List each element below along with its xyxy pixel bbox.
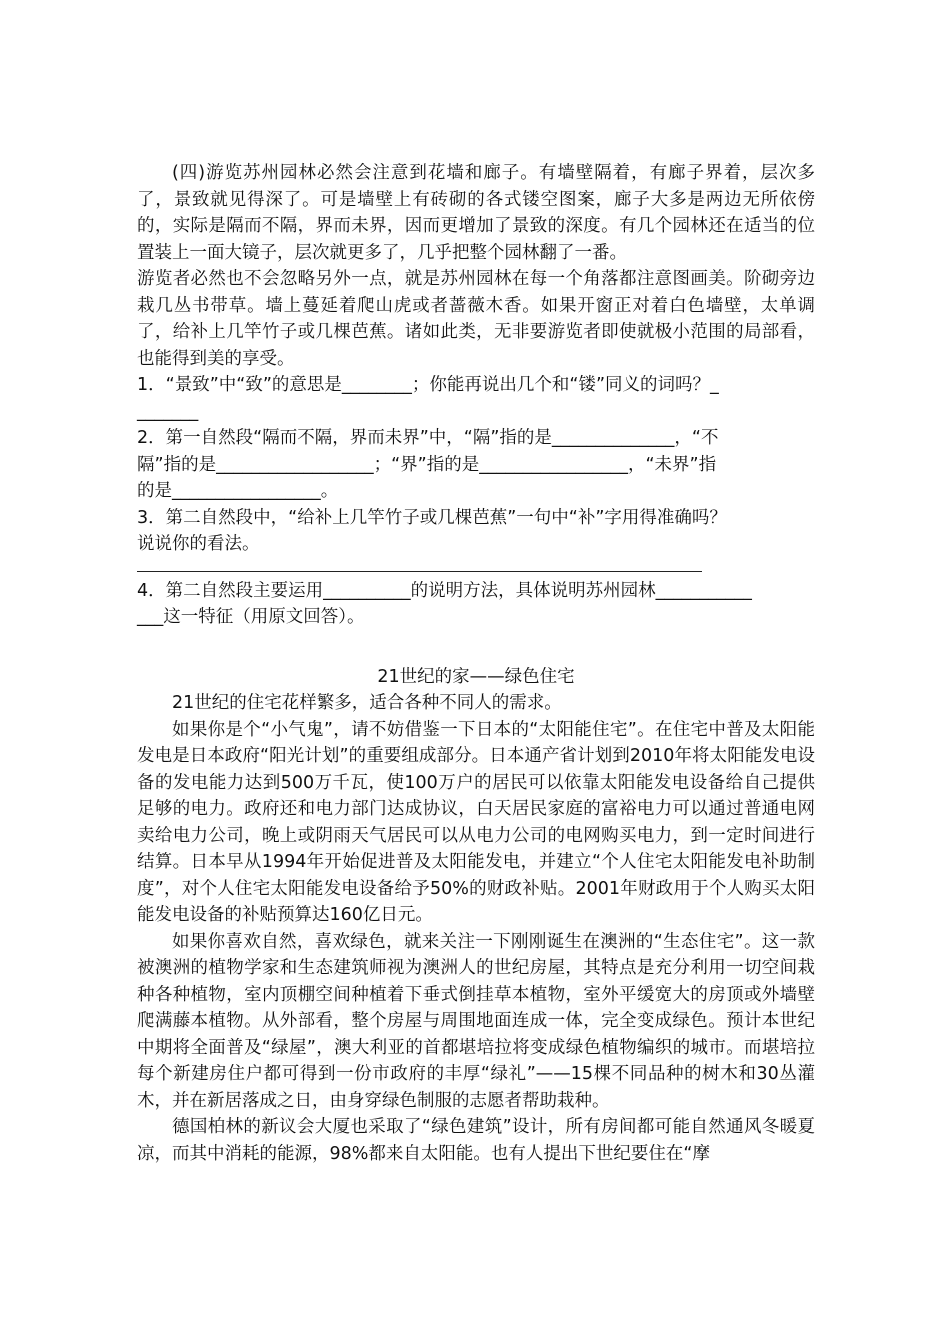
answer-line	[137, 558, 702, 572]
question-3-line-1: 3．第二自然段中，“给补上几竿竹子或几棵芭蕉”一句中“补”字用得准确吗？	[137, 507, 727, 528]
passage2-paragraph-3: 如果你喜欢自然，喜欢绿色，就来关注一下刚刚诞生在澳洲的“生态住宅”。这一款被澳洲的植物学家和生态建筑师视为澳洲人的世纪房屋，其特点是充分利用一切空间栽种各种植物，室内顶棚空间种植着下垂式倒挂草本植物，室外平缓宽大的房顶或外墙壁爬满藤本植物。从外部看，整个房屋与周围地面连成一体，完全变成绿色。预计本世纪中期将全面普及“绿屋”，澳大利亚的首都堪培拉将变成绿色植物编织的城市。而堪培拉每个新建房住户都可得到一份市政府的丰厚“绿礼”——15棵不同品种的树木和30丛灌木，并在新居落成之日，由身穿绿色制服的志愿者帮助栽种。	[137, 931, 815, 1111]
question-1-line-1: 1．“景致”中“致”的意思是________；你能再说出几个和“镂”同义的词吗？_	[137, 375, 719, 395]
passage2-title: 21世纪的家——绿色住宅	[377, 666, 575, 687]
question-2-line-2: 隔”指的是__________________；“界”指的是_________________，“未界”指	[137, 454, 717, 475]
passage1-paragraph-1: (四)游览苏州园林必然会注意到花墙和廊子。有墙壁隔着，有廊子界着，层次多了，景致就见得深了。可是墙壁上有砖砌的各式镂空图案，廊子大多是两边无所依傍的，实际是隔而不隔，界而未界，因而更增加了景致的深度。有几个园林还在适当的位置装上一面大镜子，层次就更多了，几乎把整个园林翻了一番。	[137, 163, 815, 263]
document-page	[137, 160, 815, 1167]
question-2-line-1: 2．第一自然段“隔而不隔，界而未界”中，“隔”指的是______________，“不	[137, 428, 719, 448]
question-1-line-2: _______	[137, 401, 199, 422]
passage2-paragraph-1: 21世纪的住宅花样繁多，适合各种不同人的需求。	[172, 693, 562, 713]
passage2-paragraph-2: 如果你是个“小气鬼”，请不妨借鉴一下日本的“太阳能住宅”。在住宅中普及太阳能发电是日本政府“阳光计划”的重要组成部分。日本通产省计划到2010年将太阳能发电设备的发电能力达到500万千瓦，使100万户的居民可以依靠太阳能发电设备给自己提供足够的电力。政府还和电力部门达成协议，白天居民家庭的富裕电力可以通过普通电网卖给电力公司，晚上或阴雨天气居民可以从电力公司的电网购买电力，到一定时间进行结算。日本早从1994年开始促进普及太阳能发电，并建立“个人住宅太阳能发电补助制度”，对个人住宅太阳能发电设备给予50%的财政补贴。2001年财政用于个人购买太阳能发电设备的补贴预算达160亿日元。	[137, 719, 815, 925]
question-4-line-2: ___这一特征（用原文回答）。	[137, 607, 365, 627]
question-3-line-2: 说说你的看法。	[137, 534, 260, 554]
question-4-line-1: 4．第二自然段主要运用__________的说明方法，具体说明苏州园林___________	[137, 580, 752, 601]
passage1-paragraph-2: 游览者必然也不会忽略另外一点，就是苏州园林在每一个角落都注意图画美。阶砌旁边栽几丛书带草。墙上蔓延着爬山虎或者蔷薇木香。如果开窗正对着白色墙壁，太单调了，给补上几竿竹子或几棵芭蕉。诸如此类，无非要游览者即使就极小范围的局部看，也能得到美的享受。	[137, 269, 815, 369]
section-gap	[137, 631, 815, 658]
passage2-paragraph-4: 德国柏林的新议会大厦也采取了“绿色建筑”设计，所有房间都可能自然通风冬暖夏凉，而其中消耗的能源，98%都来自太阳能。也有人提出下世纪要住在“摩	[137, 1117, 815, 1164]
question-2-line-3: 的是_________________。	[137, 481, 339, 501]
